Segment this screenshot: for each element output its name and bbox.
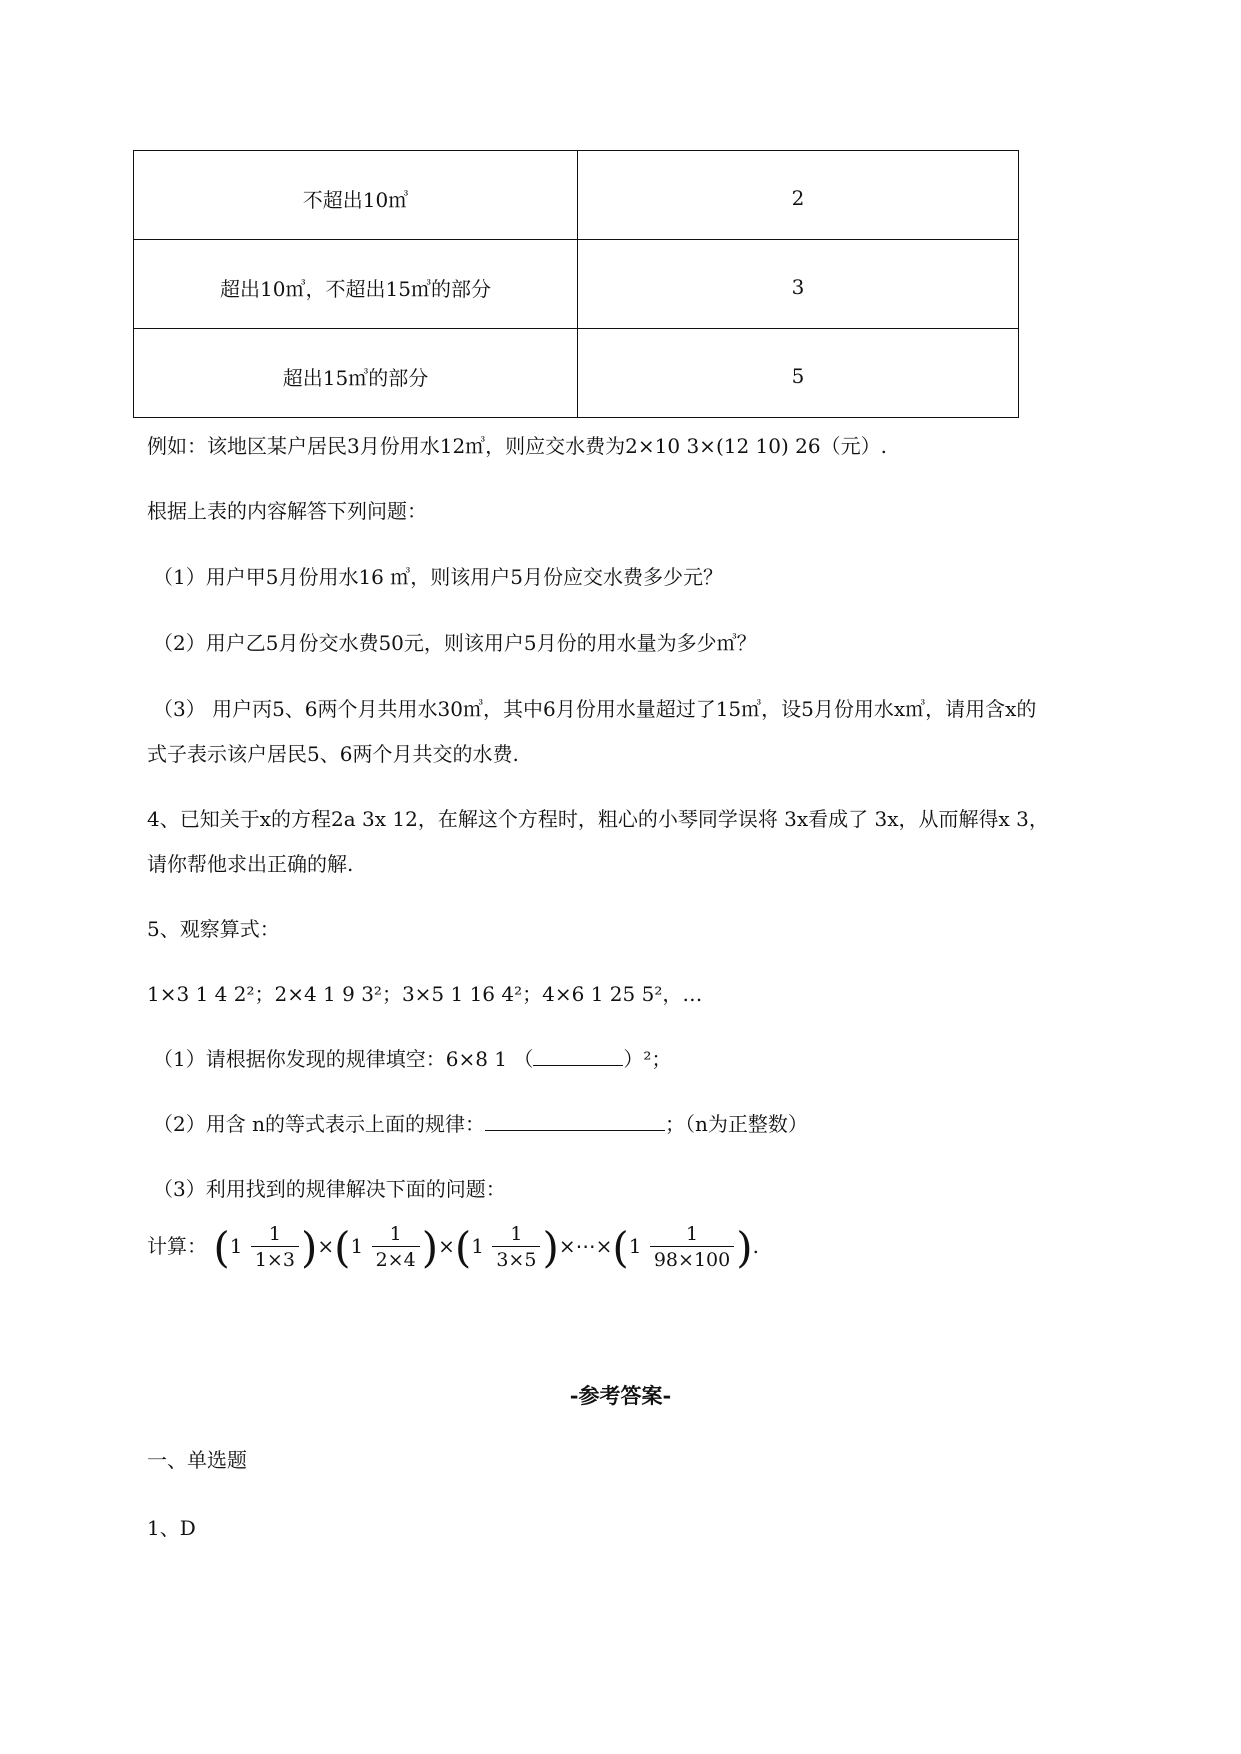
answers-title: -参考答案- xyxy=(569,1383,672,1408)
calculation-expression: 计算： (1 $\frac{1}{1\times 3}$ )×(1 $\frac{1}{2\times 4}$ )×(1 $\frac{1}{3\times 5}$ )×⋯×(1 $\frac{1}{98\times 100}$ ). xyxy=(147,1223,759,1272)
calc-one: 1 xyxy=(471,1234,484,1258)
price-cell: 2 xyxy=(578,151,1019,240)
question-5-1 xyxy=(153,1045,671,1073)
calc-end: . xyxy=(752,1234,759,1258)
water-price-table xyxy=(133,150,1019,418)
question-5-pattern: 1×3 1 4 2²；2×4 1 9 3²；3×5 1 16 4²；4×6 1 25 5²，… xyxy=(147,982,703,1006)
question-3-1: （1）用户甲5月份用水16 ㎥，则该用户5月份应交水费多少元？ xyxy=(153,565,723,589)
question-5-title: 5、观察算式： xyxy=(147,917,280,941)
calc-one: 1 xyxy=(628,1234,642,1258)
question-3-2: （2）用户乙5月份交水费50元，则该用户5月份的用水量为多少㎥？ xyxy=(153,631,757,655)
instruction-text: 根据上表的内容解答下列问题： xyxy=(147,499,427,523)
price-cell: 5 xyxy=(578,329,1019,418)
question-5-2 xyxy=(153,1110,808,1138)
answer-item: 1、D xyxy=(147,1516,196,1540)
calc-label: 计算： xyxy=(147,1234,207,1258)
fraction: $\frac{1}{2\times 4}$ xyxy=(372,1222,420,1273)
calc-one: 1 xyxy=(229,1234,243,1258)
calc-ellipsis: ×⋯× xyxy=(558,1234,613,1258)
question-5-2-suffix: ；（n为正整数） xyxy=(664,1112,808,1136)
question-3-3-line1: （3） 用户丙5、6两个月共用水30㎥，其中6月份用水量超过了15㎥，设5月份用水x㎥，请用含x的 xyxy=(153,697,1037,721)
fill-blank-2 xyxy=(485,1110,665,1131)
usage-range-cell: 超出15㎥的部分 xyxy=(134,329,578,418)
fill-blank-1 xyxy=(533,1045,623,1066)
usage-range-cell: 超出10㎥，不超出15㎥的部分 xyxy=(134,240,578,329)
calc-one: 1 xyxy=(350,1234,364,1258)
fraction: $\frac{1}{1\times 3}$ xyxy=(251,1222,299,1273)
usage-range-cell: 不超出10㎥ xyxy=(134,151,578,240)
question-5-1-suffix: ）²； xyxy=(623,1047,672,1071)
table-row xyxy=(134,240,1019,329)
question-4-line2: 请你帮他求出正确的解. xyxy=(147,852,354,876)
question-5-1-prefix: （1）请根据你发现的规律填空：6×8 1 （ xyxy=(153,1047,534,1071)
table-row xyxy=(134,329,1019,418)
question-4-line1: 4、已知关于x的方程2a 3x 12，在解这个方程时，粗心的小琴同学误将 3x看成了 3x，从而解得x 3， xyxy=(147,807,1049,831)
table-row xyxy=(134,151,1019,240)
question-3-3-line2: 式子表示该户居民5、6两个月共交的水费. xyxy=(147,742,519,766)
example-text: 例如：该地区某户居民3月份用水12㎥，则应交水费为2×10 3×(12 10) 26（元）. xyxy=(147,434,887,458)
fraction: $\frac{1}{98\times 100}$ xyxy=(650,1222,734,1273)
question-5-3: （3）利用找到的规律解决下面的问题： xyxy=(153,1177,506,1201)
fraction: $\frac{1}{3\times 5}$ xyxy=(492,1222,540,1273)
question-5-2-prefix: （2）用含 n的等式表示上面的规律： xyxy=(153,1112,485,1136)
price-cell: 3 xyxy=(578,240,1019,329)
section-heading: 一、单选题 xyxy=(147,1448,247,1472)
